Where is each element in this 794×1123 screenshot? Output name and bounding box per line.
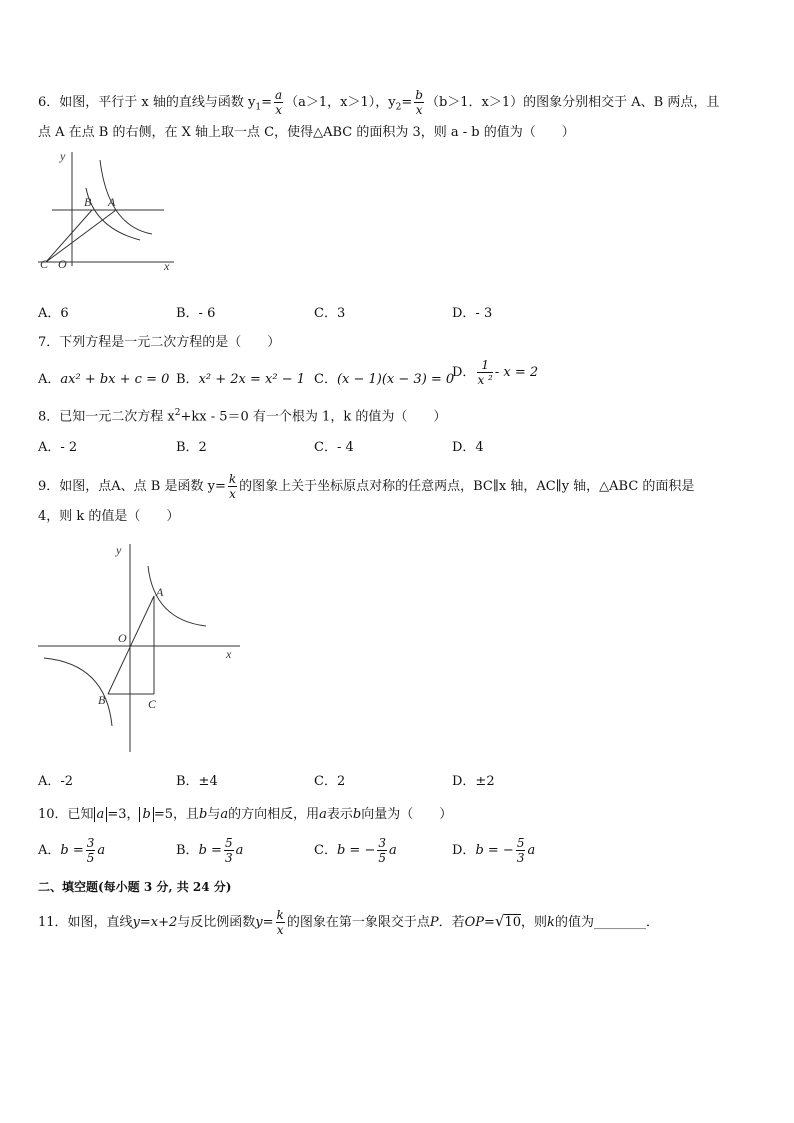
q8-option-d[interactable]: D．4 [452, 440, 484, 455]
q9-option-a[interactable]: A．-2 [38, 774, 74, 789]
q6-line2: 点 A 在点 B 的右侧，在 X 轴上取一点 C，使得△ABC 的面积为 3，则 a - b 的值为（ ） [38, 125, 575, 140]
q9-option-d[interactable]: D．±2 [452, 774, 495, 789]
q7-d-frac: $\frac{1}{\text{x ²}}$ [477, 358, 493, 387]
q10-option-d[interactable]: D．b = − $\frac{5}{3}$ a [452, 836, 536, 865]
q7-option-c[interactable]: C．(x − 1)(x − 3) = 0 [314, 372, 455, 387]
q7-option-a[interactable]: A．ax² + bx + c = 0 [38, 372, 170, 387]
q9-segment-ab [108, 596, 154, 694]
q7-option-b[interactable]: B．x² + 2x = x² − 1 [176, 372, 305, 387]
q6-option-a[interactable]: A．6 [38, 306, 69, 321]
q6-label-a: A [108, 195, 116, 209]
q9-curve-q3 [44, 658, 112, 726]
q9-option-b[interactable]: B．±4 [176, 774, 218, 789]
q10-option-c[interactable]: C．b = − $\frac{3}{5}$ a [314, 836, 397, 865]
q6-option-b[interactable]: B．- 6 [176, 306, 216, 321]
q11-stem: 11．如图，直线y=x+2与反比例函数y= $\frac{k}{x}$ 的图象在第一象限交于点P．若OP=√10，则k的值为________． [38, 908, 659, 937]
q6-segment-ca [46, 210, 116, 262]
section2-heading: 二、填空题(每小题 3 分, 共 24 分) [38, 880, 232, 894]
q9-line2: 4，则 k 的值是（ ） [38, 509, 180, 524]
q6-label-y: y [60, 149, 66, 163]
q6-option-c[interactable]: C．3 [314, 306, 346, 321]
q9-figure [36, 540, 246, 755]
q6-line1: 6．如图，平行于 x 轴的直线与函数 $y_1=$ $\frac{a}{x}$ （a＞1，x＞1），$y_2=$ $\frac{b}{x}$ （b＞1．x＞1）的图象分别相交于 A、B 两点，且 [38, 88, 720, 117]
q8-option-a[interactable]: A．- 2 [38, 440, 78, 455]
q6-segment-cb [46, 210, 92, 262]
q8-option-b[interactable]: B．2 [176, 440, 207, 455]
q10-stem: 10．已知 a =3， b =5，且b与a的方向相反，用a表示b向量为（ ） [38, 807, 453, 822]
q9-line1: 9．如图，点A、点 B 是函数 y= $\frac{k}{x}$ 的图象上关于坐标原点对称的任意两点，BC∥x 轴，AC∥y 轴，△ABC 的面积是 [38, 472, 695, 501]
q9-label-o: O [118, 631, 127, 645]
q9-label-a: A [156, 585, 164, 599]
q7-option-d[interactable]: D． $\frac{1}{\text{x ²}}$ - x = 2 [452, 358, 539, 387]
q9-label-c: C [148, 697, 157, 711]
q6-label-x: x [164, 259, 170, 273]
q8-stem: 8．已知一元二次方程 $x^2+kx - 5=0$ 有一个根为 1，k 的值为（ ） [38, 408, 447, 425]
q10-option-b[interactable]: B．b = $\frac{5}{3}$ a [176, 836, 244, 865]
q9-label-b: B [98, 693, 106, 707]
q9-label-x: x [226, 647, 232, 661]
q10-option-a[interactable]: A．b = $\frac{3}{5}$ a [38, 836, 106, 865]
q7-stem: 7．下列方程是一元二次方程的是（ ） [38, 335, 281, 350]
q6-label-b: B [84, 195, 92, 209]
q6-option-d[interactable]: D．- 3 [452, 306, 493, 321]
q6-frac-b: $\frac{b}{x}$ [415, 88, 423, 117]
q9-label-y: y [116, 543, 122, 557]
q8-option-c[interactable]: C．- 4 [314, 440, 354, 455]
q6-label-c: C [40, 257, 49, 271]
q9-frac: $\frac{k}{x}$ [228, 472, 237, 501]
q9-option-c[interactable]: C．2 [314, 774, 346, 789]
q6-label-o: O [58, 257, 67, 271]
q6-frac-a: $\frac{a}{x}$ [275, 88, 283, 117]
q6-figure [34, 148, 184, 278]
